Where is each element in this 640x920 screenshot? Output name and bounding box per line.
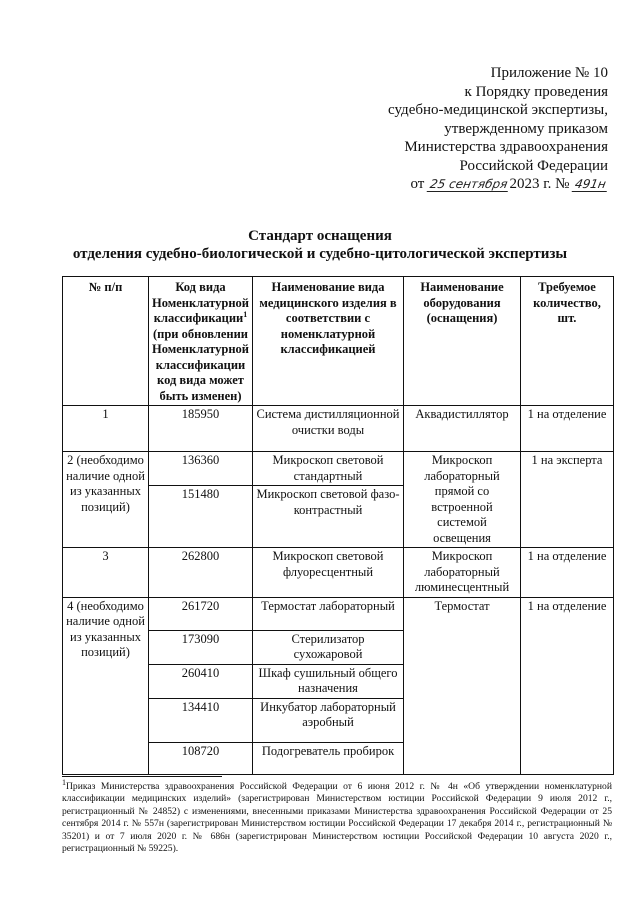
order-date-line [308,175,608,194]
table-row [63,548,614,598]
footnote-divider [62,776,222,777]
row-equipment-name: Микроскоп лабораторный люминесцентный [404,548,521,598]
row-equipment-name: Аквадистиллятор [404,406,521,452]
row-code: 262800 [149,548,253,598]
standard-title: Стандарт оснащения [248,228,392,244]
header-line-expertise: судебно-медицинской экспертизы, [388,102,608,118]
header-line-appendix: Приложение № 10 [490,65,608,81]
row-device-name: Микроскоп световой флуоресцентный [253,548,404,598]
row-quantity: 1 на отделение [521,406,614,452]
table-header-row [63,277,614,406]
handwritten-date: 25 сентября [427,177,511,192]
footnote-mark: 1 [62,777,66,787]
row-device-name: Стерилизатор сухожаровой [253,630,404,664]
row-quantity: 1 на отделение [521,597,614,774]
row-code: 173090 [149,630,253,664]
table-row [63,406,614,452]
row-equipment-name: Микроскоп лабораторный прямой со встроенной системой освещения [404,452,521,548]
row-quantity: 1 на отделение [521,548,614,598]
row-device-name: Термостат лабораторный [253,597,404,630]
date-prefix: от [410,176,425,192]
row-code: 185950 [149,406,253,452]
table-row [63,452,614,486]
header-device-name: Наименование вида медицинского изделия в соответствии с номенклатурной классификацией [253,277,404,406]
date-year: 2023 г. № [509,176,570,192]
footnote-text: Приказ Министерства здравоохранения Российской Федерации от 6 июня 2012 г. № 4н «Об утверждении номенклатурной классификации медицинских изделий» (зарегистрирован Министерством юстиции Российской Федерации 9 июля 2012 г., регистрационный № 24852) с изменениями, внесенными приказами Министерства здравоохранения Российской Федерации от 25 сентября 2014 г. № 557н (зарегистрирован Министерством юстиции Российской Федерации 17 декабря 2014 г., регистрационный № 35201) и от 7 июля 2020 г. № 686н (зарегистрирован Министерством юстиции Российской Федерации 10 августа 2020 г., регистрационный № 59225). [62,781,612,855]
header-number: № п/п [63,277,149,406]
table-row [63,597,614,630]
row-equipment-name: Термостат [404,597,521,774]
equipment-standard-table [62,276,614,775]
row-device-name: Подогреватель пробирок [253,742,404,774]
handwritten-order-number: 491н [572,177,609,192]
row-code: 136360 [149,452,253,486]
row-device-name: Микроскоп световой стандартный [253,452,404,486]
row-number: 1 [63,406,149,452]
row-number: 2 (необходимо наличие одной из указанных позиций) [63,452,149,548]
appendix-header [308,64,608,194]
row-number: 4 (необходимо наличие одной из указанных позиций) [63,597,149,774]
footnote-ref: 1 [243,309,248,319]
header-line-procedure: к Порядку проведения [464,83,608,100]
department-title: отделения судебно-биологической и судебно-цитологической экспертизы [72,246,568,262]
row-number: 3 [63,548,149,598]
row-device-name: Шкаф сушильный общего назначения [253,664,404,698]
header-line-approved: утвержденному приказом [444,120,608,137]
row-device-name: Система дистилляционной очистки воды [253,406,404,452]
header-code: Код вида Номенклатурной классификации$^1$ (при обновлении Номенклатурной классификации код вида может быть изменен) [149,277,253,406]
header-line-federation: Российской Федерации [459,157,608,174]
row-code: 261720 [149,597,253,630]
row-device-name: Микроскоп световой фазо-контрастный [253,486,404,548]
row-code: 134410 [149,698,253,742]
header-line-ministry: Министерства здравоохранения [404,139,608,155]
row-code: 151480 [149,486,253,548]
header-quantity: Требуемое количество, шт. [521,277,614,406]
row-device-name: Инкубатор лабораторный аэробный [253,698,404,742]
header-equipment-name: Наименование оборудования (оснащения) [404,277,521,406]
footnote [62,777,612,855]
row-code: 260410 [149,664,253,698]
row-code: 108720 [149,742,253,774]
row-quantity: 1 на эксперта [521,452,614,548]
